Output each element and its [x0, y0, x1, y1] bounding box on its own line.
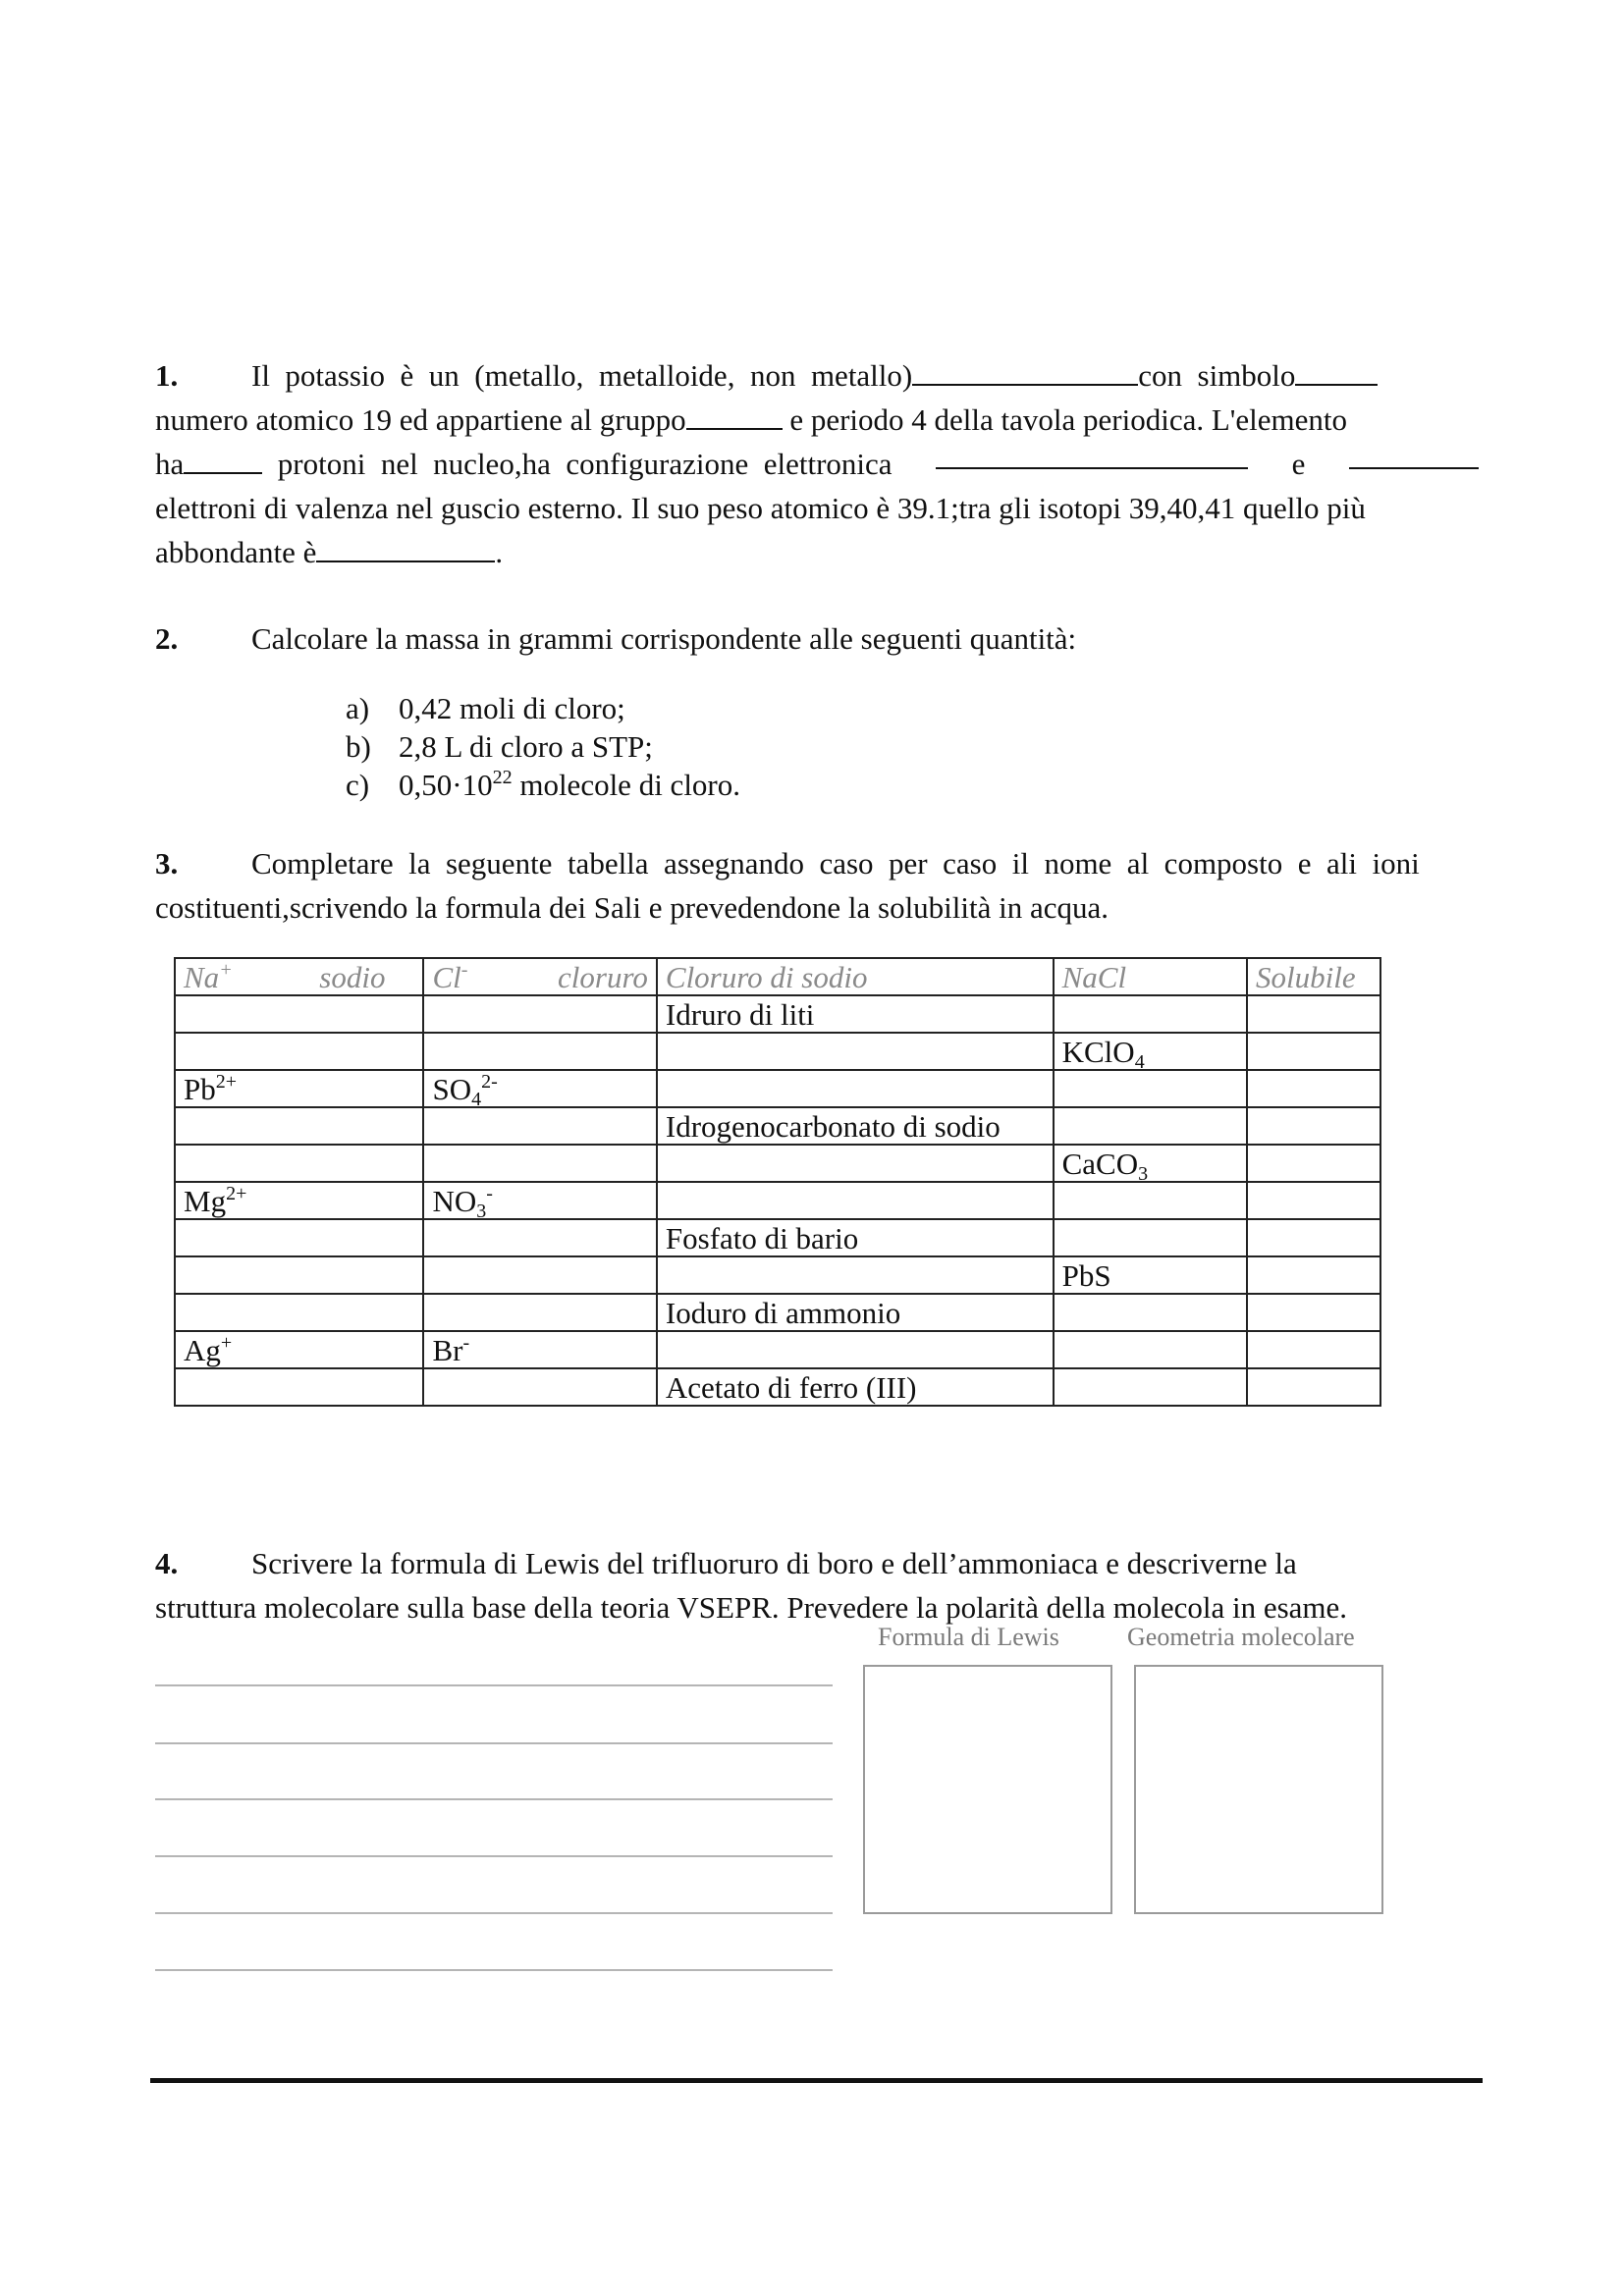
formula-cell[interactable] — [1054, 1294, 1247, 1331]
anion-symbol: SO — [432, 1072, 472, 1106]
bottom-rule — [150, 2078, 1483, 2083]
solubility-cell[interactable] — [1247, 1145, 1380, 1182]
anion-symbol: Br — [432, 1333, 463, 1367]
salts-table — [174, 957, 1381, 1407]
compound-name-cell[interactable] — [657, 1331, 1054, 1368]
anion-cell[interactable] — [423, 1033, 656, 1070]
formula-cell[interactable] — [1054, 1256, 1247, 1294]
compound-name: Fosfato di bario — [665, 1221, 859, 1255]
solubility-cell[interactable] — [1247, 1368, 1380, 1406]
compound-name: Acetato di ferro (III) — [665, 1370, 917, 1405]
cation-cell[interactable] — [175, 1070, 423, 1107]
compound-name-cell[interactable] — [657, 995, 1054, 1033]
example-solubility-cell: Solubile — [1247, 958, 1380, 995]
q1-blank-protons[interactable] — [184, 447, 262, 474]
formula-text: KClO — [1061, 1035, 1135, 1069]
geometry-box-label: Geometria molecolare — [1127, 1623, 1355, 1651]
solubility-cell[interactable] — [1247, 995, 1380, 1033]
formula-cell[interactable] — [1054, 1107, 1247, 1145]
anion-cell[interactable] — [423, 1070, 656, 1110]
question-4 — [155, 1541, 1479, 1629]
q1-text-2b: e periodo 4 della tavola periodica. L'elemento — [782, 402, 1348, 437]
anion-charge: - — [462, 1332, 470, 1354]
table-row — [175, 1368, 1380, 1406]
q2-text: Calcolare la massa in grammi corrispondente alle seguenti quantità: — [251, 621, 1077, 656]
q2-item-a-text: 0,42 moli di cloro; — [399, 691, 625, 725]
formula-cell[interactable] — [1054, 1368, 1247, 1406]
anion-subscript: 4 — [471, 1089, 482, 1110]
lewis-box-label: Formula di Lewis — [878, 1623, 1059, 1651]
cation-cell[interactable] — [175, 1256, 423, 1294]
answer-line-4[interactable] — [155, 1855, 833, 1857]
q1-text-3b: protoni nel nucleo,ha configurazione elettronica — [262, 447, 893, 481]
solubility-cell[interactable] — [1247, 1294, 1380, 1331]
answer-line-3[interactable] — [155, 1798, 833, 1800]
table-row — [175, 995, 1380, 1033]
q1-blank-configuration[interactable] — [936, 442, 1248, 469]
q3-number: 3. — [155, 846, 179, 881]
compound-name-cell[interactable] — [657, 1145, 1054, 1182]
table-row — [175, 1033, 1380, 1070]
q4-number: 4. — [155, 1546, 179, 1580]
q2-item-c-label: c) — [346, 768, 370, 802]
q3-text-2: costituenti,scrivendo la formula dei Sali e prevedendone la solubilità in acqua. — [155, 890, 1109, 925]
example-compound-cell: Cloruro di sodio — [657, 958, 1054, 995]
q1-line-4: elettroni di valenza nel guscio esterno. Il suo peso atomico è 39.1;tra gli isotopi 39,40,41 quello più — [155, 491, 1366, 525]
q1-blank-group[interactable] — [686, 402, 783, 430]
table-row — [175, 1256, 1380, 1294]
example-anion-charge: - — [460, 959, 468, 981]
compound-name: Ioduro di ammonio — [665, 1296, 901, 1330]
anion-charge: - — [486, 1183, 493, 1204]
table-row — [175, 1070, 1380, 1107]
anion-symbol: NO — [432, 1184, 477, 1218]
solubility-cell[interactable] — [1247, 1070, 1380, 1107]
answer-line-2[interactable] — [155, 1742, 833, 1744]
q2-item-c-exponent: 22 — [492, 767, 513, 788]
q1-line-1 — [155, 353, 1479, 398]
cation-cell[interactable] — [175, 1294, 423, 1331]
table-example-row — [175, 958, 1380, 995]
q1-text-1a: Il potassio è un (metallo, metalloide, non metallo) — [251, 358, 913, 393]
anion-cell[interactable] — [423, 1294, 656, 1331]
table-row — [175, 1107, 1380, 1145]
q1-text-5a: abbondante è — [155, 535, 317, 569]
anion-cell[interactable] — [423, 1256, 656, 1294]
cation-symbol: Ag — [184, 1333, 221, 1367]
q2-item-b-label: b) — [346, 729, 371, 764]
solubility-cell[interactable] — [1247, 1219, 1380, 1256]
q2-item-a — [346, 689, 740, 727]
geometry-answer-box[interactable] — [1134, 1665, 1383, 1914]
compound-name-cell[interactable] — [657, 1182, 1054, 1219]
solubility-cell[interactable] — [1247, 1107, 1380, 1145]
formula-text: PbS — [1061, 1258, 1111, 1293]
anion-cell[interactable] — [423, 1368, 656, 1406]
solubility-cell[interactable] — [1247, 1033, 1380, 1070]
cation-symbol: Pb — [184, 1072, 216, 1106]
formula-subscript: 3 — [1138, 1163, 1149, 1185]
q2-number: 2. — [155, 621, 179, 656]
anion-cell[interactable] — [423, 1182, 656, 1222]
example-anion-cell — [423, 958, 656, 995]
compound-name: Idrogenocarbonato di sodio — [665, 1109, 1001, 1144]
formula-cell[interactable] — [1054, 1219, 1247, 1256]
compound-name: Idruro di liti — [665, 997, 815, 1032]
compound-name-cell[interactable] — [657, 1070, 1054, 1107]
answer-line-6[interactable] — [155, 1969, 833, 1971]
example-cation-charge: + — [219, 959, 233, 981]
cation-cell[interactable] — [175, 1107, 423, 1145]
compound-name-cell[interactable] — [657, 1219, 1054, 1256]
cation-cell[interactable] — [175, 1182, 423, 1219]
formula-cell[interactable] — [1054, 1033, 1247, 1073]
q1-blank-symbol[interactable] — [1295, 358, 1378, 386]
anion-cell[interactable] — [423, 1331, 656, 1368]
table-row — [175, 1331, 1380, 1368]
q3-line-1 — [155, 841, 1479, 885]
table-row — [175, 1294, 1380, 1331]
q1-text-3c: e — [1291, 447, 1306, 481]
question-3 — [155, 841, 1479, 930]
table-row — [175, 1219, 1380, 1256]
q1-text-5b: . — [495, 535, 504, 569]
q4-text-2: struttura molecolare sulla base della teoria VSEPR. Prevedere la polarità della molecola in esame. — [155, 1590, 1348, 1625]
anion-cell[interactable] — [423, 995, 656, 1033]
anion-cell[interactable] — [423, 1107, 656, 1145]
anion-cell[interactable] — [423, 1145, 656, 1182]
compound-name-cell[interactable] — [657, 1256, 1054, 1294]
q1-text-2a: numero atomico 19 ed appartiene al gruppo — [155, 402, 686, 437]
formula-text: CaCO — [1061, 1147, 1139, 1181]
anion-cell[interactable] — [423, 1219, 656, 1256]
q2-item-list — [346, 689, 740, 804]
q1-blank-valence[interactable] — [1349, 442, 1479, 469]
cation-charge: 2+ — [215, 1071, 238, 1093]
question-2 — [155, 616, 1479, 661]
q2-item-c-text-post: molecole di cloro. — [512, 768, 741, 802]
example-anion-name: cloruro — [558, 960, 648, 994]
formula-subscript: 4 — [1134, 1051, 1145, 1073]
formula-cell[interactable] — [1054, 1145, 1247, 1185]
q1-text-1b: con simbolo — [1138, 358, 1296, 393]
q1-line-2 — [155, 398, 1479, 442]
example-formula-cell: NaCl — [1054, 958, 1247, 995]
q3-text-1: Completare la seguente tabella assegnando caso per caso il nome al composto e ali ioni — [251, 846, 1420, 881]
q2-item-c-text: 0,50·10 — [399, 768, 493, 802]
solubility-cell[interactable] — [1247, 1182, 1380, 1219]
cation-cell[interactable] — [175, 1331, 423, 1368]
compound-name-cell[interactable] — [657, 1368, 1054, 1406]
formula-cell[interactable] — [1054, 1070, 1247, 1107]
compound-name-cell[interactable] — [657, 1107, 1054, 1145]
example-anion-symbol: Cl — [432, 960, 461, 994]
cation-cell[interactable] — [175, 1033, 423, 1070]
cation-cell[interactable] — [175, 1145, 423, 1182]
cation-cell[interactable] — [175, 1368, 423, 1406]
q1-blank-isotope[interactable] — [316, 535, 495, 562]
formula-cell[interactable] — [1054, 1182, 1247, 1219]
example-cation-symbol: Na — [184, 960, 220, 994]
question-1 — [155, 353, 1479, 574]
q1-text-3a: ha — [155, 447, 185, 481]
q2-item-b-text: 2,8 L di cloro a STP; — [399, 729, 653, 764]
answer-line-1[interactable] — [155, 1684, 833, 1686]
solubility-cell[interactable] — [1247, 1256, 1380, 1294]
compound-name-cell[interactable] — [657, 1294, 1054, 1331]
q1-line-5 — [155, 530, 1479, 574]
solubility-cell[interactable] — [1247, 1331, 1380, 1368]
cation-symbol: Mg — [184, 1184, 227, 1218]
q2-item-c — [346, 766, 740, 804]
cation-charge: + — [220, 1332, 233, 1354]
formula-cell[interactable] — [1054, 995, 1247, 1033]
q4-text-1: Scrivere la formula di Lewis del trifluoruro di boro e dell’ammoniaca e descriverne la — [251, 1546, 1297, 1580]
q2-item-a-label: a) — [346, 691, 370, 725]
anion-charge: 2- — [481, 1071, 498, 1093]
anion-subscript: 3 — [476, 1201, 487, 1222]
q1-blank-type[interactable] — [912, 358, 1138, 386]
table-row — [175, 1145, 1380, 1182]
formula-cell[interactable] — [1054, 1331, 1247, 1368]
example-cation-cell — [175, 958, 423, 995]
cation-cell[interactable] — [175, 1219, 423, 1256]
example-cation-name: sodio — [319, 960, 386, 994]
compound-name-cell[interactable] — [657, 1033, 1054, 1070]
q4-line-1 — [155, 1541, 1479, 1585]
table-row — [175, 1182, 1380, 1219]
q1-line-3 — [155, 442, 1479, 486]
lewis-answer-box[interactable] — [863, 1665, 1112, 1914]
q2-item-b — [346, 727, 740, 766]
cation-charge: 2+ — [226, 1183, 247, 1204]
cation-cell[interactable] — [175, 995, 423, 1033]
q1-number: 1. — [155, 358, 179, 393]
answer-line-5[interactable] — [155, 1912, 833, 1914]
